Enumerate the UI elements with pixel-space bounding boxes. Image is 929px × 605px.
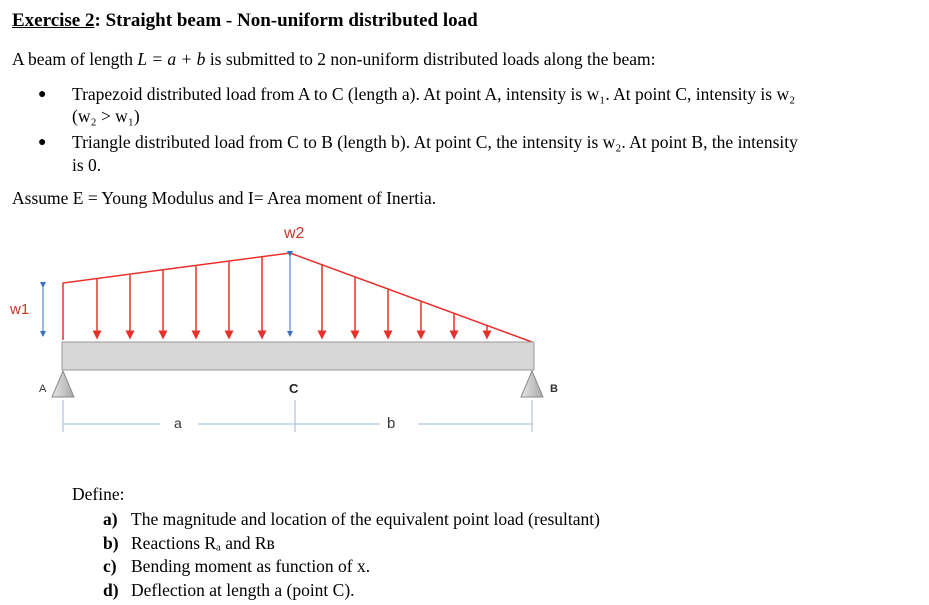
load-arrows: [97, 257, 487, 338]
span-a-label: a: [174, 415, 182, 431]
load-outline: [63, 253, 532, 342]
span-b-label: b: [387, 415, 396, 432]
intro-part-1: A beam of length: [12, 49, 138, 69]
support-b: [521, 371, 543, 397]
bullet-dot: ●: [38, 87, 47, 102]
w2-label: w2: [284, 225, 305, 242]
span-dimensions: [63, 400, 532, 432]
exercise-number: Exercise 2: [12, 10, 95, 31]
bullet-1-line-2: (w₂ > w₁): [72, 106, 140, 126]
intro-equation: = a + b: [146, 49, 206, 69]
point-c-label: C: [289, 381, 299, 396]
question-letter: a): [103, 509, 118, 529]
intro-sentence: [12, 49, 656, 70]
beam-diagram: [0, 215, 929, 440]
bullet-2-line-1: Triangle distributed load from C to B (length b). At point C, the intensity is w₂. At point B, the intensity: [72, 132, 798, 152]
point-a-label: A: [39, 383, 47, 395]
assumption-sentence: Assume E = Young Modulus and I= Area moment of Inertia.: [12, 188, 437, 208]
question-text: Reactions Rₐ and Rʙ: [131, 533, 275, 553]
question-item: [103, 533, 275, 554]
question-text: Deflection at length a (point C).: [131, 580, 355, 600]
question-text: The magnitude and location of the equivalent point load (resultant): [131, 509, 600, 529]
question-letter: b): [103, 533, 119, 553]
bullet-2-line-2: is 0.: [72, 155, 102, 175]
support-a: [52, 371, 74, 397]
question-item: [103, 509, 600, 530]
exercise-title: [12, 10, 478, 32]
question-letter: c): [103, 556, 117, 576]
bullet-dot: ●: [38, 135, 47, 150]
intro-length-symbol: L: [137, 49, 147, 69]
intro-part-2: is submitted to 2 non-uniform distributed loads along the beam:: [205, 49, 656, 69]
w1-label: w1: [10, 301, 30, 318]
point-b-label: B: [550, 383, 558, 395]
exercise-title-text: : Straight beam - Non-uniform distributed load: [94, 10, 478, 31]
question-text: Bending moment as function of x.: [131, 556, 371, 576]
define-heading: Define:: [72, 484, 125, 504]
question-item: [103, 556, 370, 577]
question-item: [103, 580, 355, 601]
beam: [62, 342, 534, 370]
bullet-1-line-1: Trapezoid distributed load from A to C (length a). At point A, intensity is w₁. At point C, intensity is w₂: [72, 84, 796, 104]
question-letter: d): [103, 580, 119, 600]
